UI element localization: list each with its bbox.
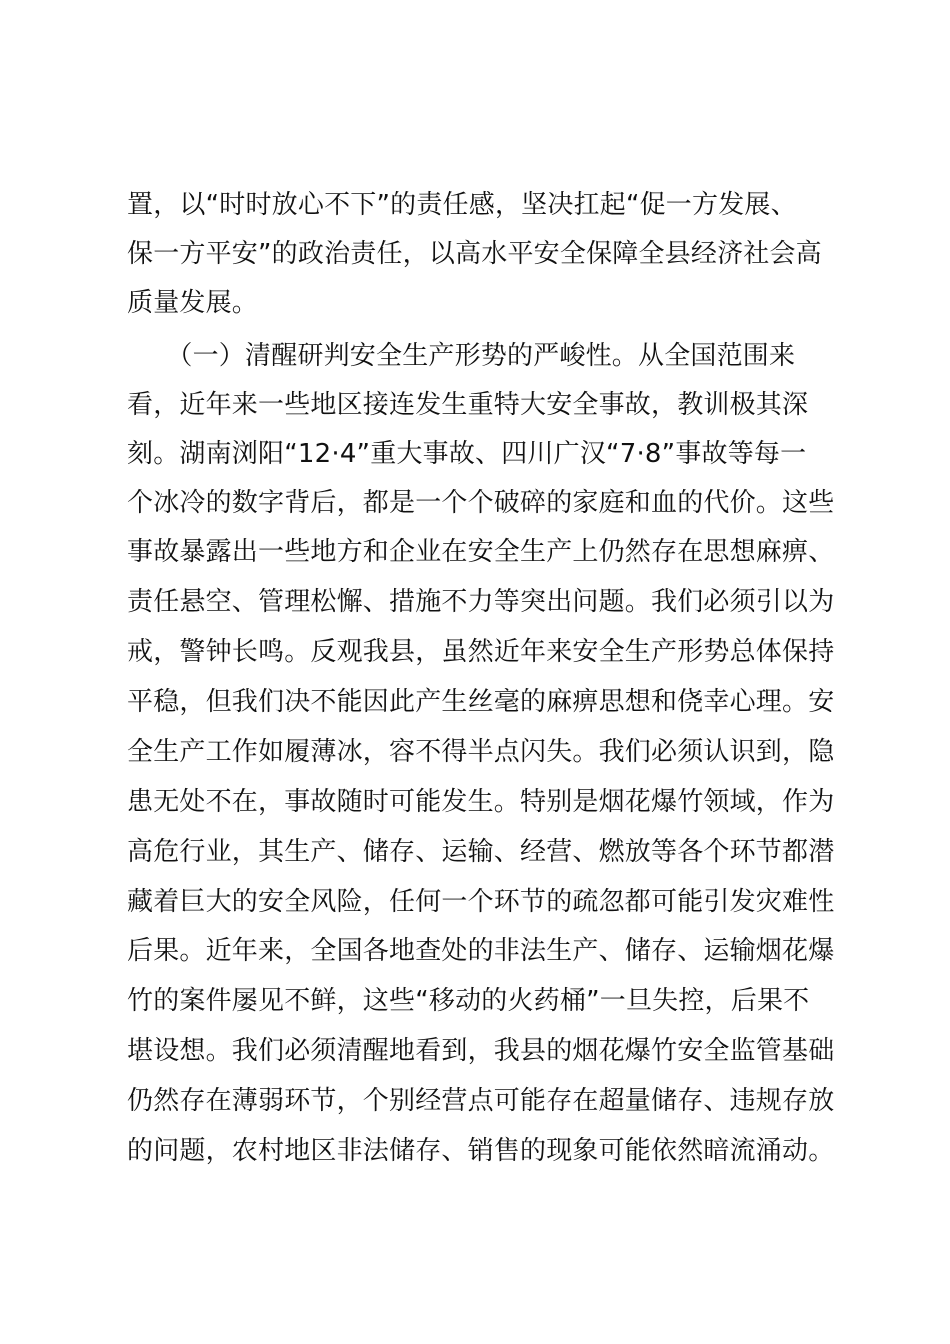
text-line: 刻。湖南浏阳“12·4”重大事故、四川广汉“7·8”事故等每一 xyxy=(127,439,807,469)
text-line: 后果。近年来，全国各地查处的非法生产、储存、运输烟花爆 xyxy=(127,936,835,966)
text-line: 个冰冷的数字背后，都是一个个破碎的家庭和血的代价。这些 xyxy=(127,488,835,518)
text-line: 责任悬空、管理松懈、措施不力等突出问题。我们必须引以为 xyxy=(127,587,835,617)
text-line: 藏着巨大的安全风险，任何一个环节的疏忽都可能引发灾难性 xyxy=(127,887,835,917)
text-line: 质量发展。 xyxy=(127,288,259,318)
text-line: 患无处不在，事故随时可能发生。特别是烟花爆竹领域，作为 xyxy=(127,787,835,817)
text-line: 全生产工作如履薄冰，容不得半点闪失。我们必须认识到，隐 xyxy=(127,737,835,767)
text-line: 竹的案件屡见不鲜，这些“移动的火药桶”一旦失控，后果不 xyxy=(127,986,810,1016)
text-line: 戒，警钟长鸣。反观我县，虽然近年来安全生产形势总体保持 xyxy=(127,637,835,667)
text-line: 仍然存在薄弱环节，个别经营点可能存在超量储存、违规存放 xyxy=(127,1086,835,1116)
text-line: 看，近年来一些地区接连发生重特大安全事故，教训极其深 xyxy=(127,390,809,420)
text-line: 保一方平安”的政治责任，以高水平安全保障全县经济社会高 xyxy=(127,239,822,269)
text-line: 的问题，农村地区非法储存、销售的现象可能依然暗流涌动。 xyxy=(127,1136,835,1166)
text-line: 置，以“时时放心不下”的责任感，坚决扛起“促一方发展、 xyxy=(127,190,797,220)
text-line: 平稳，但我们决不能因此产生丝毫的麻痹思想和侥幸心理。安 xyxy=(127,687,835,717)
text-line: 高危行业，其生产、储存、运输、经营、燃放等各个环节都潜 xyxy=(127,837,835,867)
text-line: （一）清醒研判安全生产形势的严峻性。从全国范围来 xyxy=(127,341,796,371)
text-line: 事故暴露出一些地方和企业在安全生产上仍然存在思想麻痹、 xyxy=(127,537,835,567)
text-line: 堪设想。我们必须清醒地看到，我县的烟花爆竹安全监管基础 xyxy=(127,1036,835,1066)
